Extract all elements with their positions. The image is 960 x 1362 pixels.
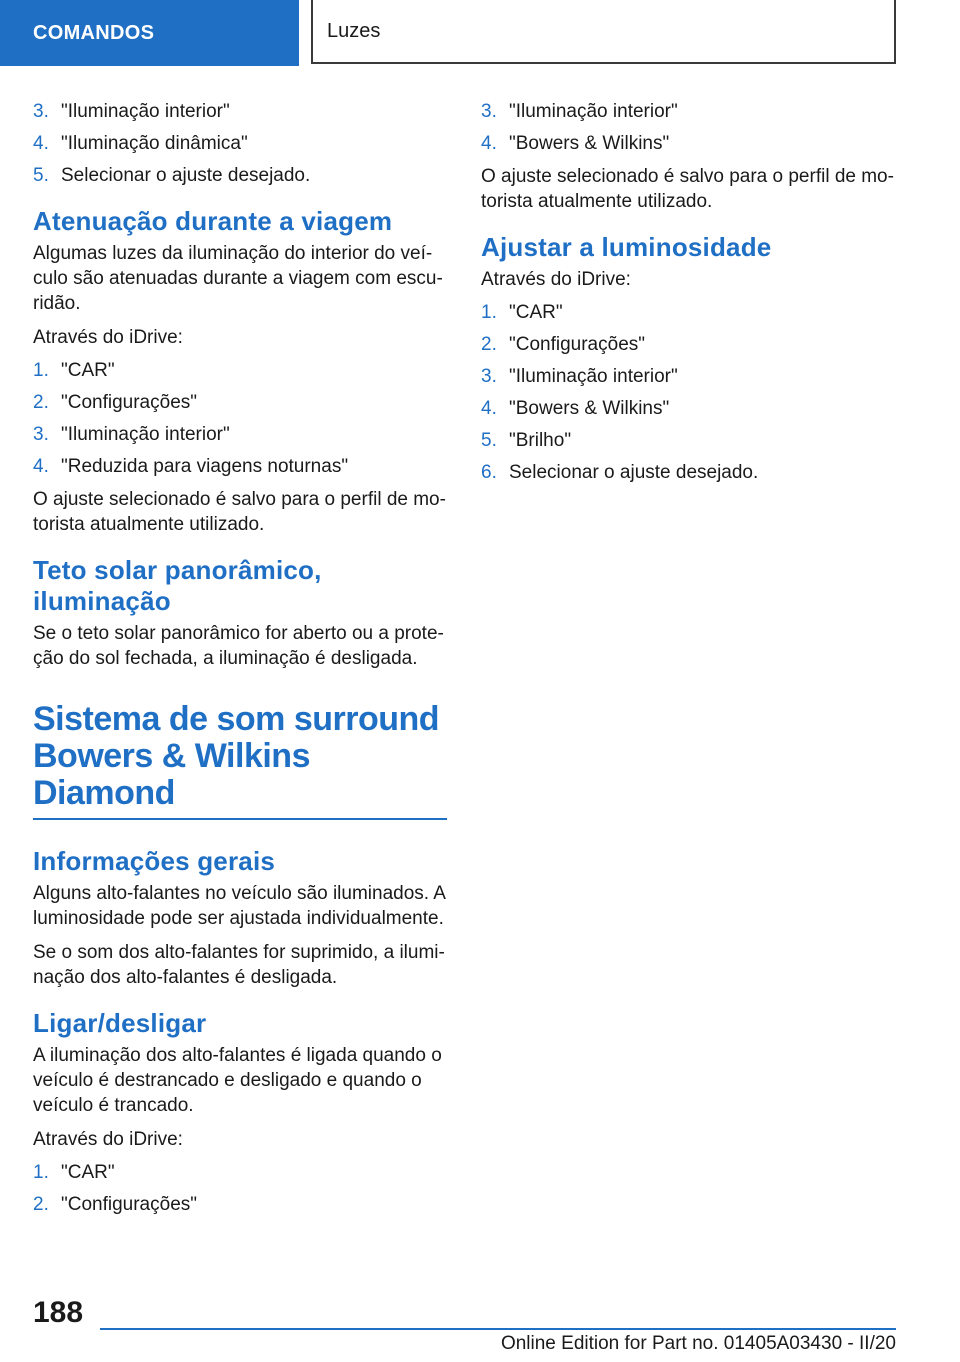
step-number: 2.	[33, 392, 49, 413]
paragraph-info-1: Alguns alto-falantes no veículo são iluminados. A luminosidade pode ser ajustada individualmente.	[33, 883, 445, 929]
footer-edition: Online Edition for Part no. 01405A03430 - II/20	[500, 1333, 896, 1354]
step-text: "Iluminação dinâmica"	[61, 133, 248, 154]
step-number: 1.	[33, 360, 49, 381]
list-item	[33, 359, 449, 383]
list-item	[481, 132, 897, 156]
paragraph-info-2: Se o som dos alto-falantes for suprimido, a iluminação dos alto-falantes é desligada.	[33, 942, 445, 988]
list-item	[33, 391, 449, 415]
list-item	[481, 397, 897, 421]
step-text: "Configurações"	[61, 1194, 198, 1215]
chapter-tab: Luzes	[311, 0, 896, 64]
steps-list	[33, 1161, 449, 1217]
left-column	[33, 100, 449, 1225]
list-item	[33, 455, 449, 479]
step-text: "Iluminação interior"	[509, 366, 678, 387]
step-number: 1.	[481, 302, 497, 323]
footer-divider	[100, 1328, 896, 1330]
step-number: 4.	[33, 133, 49, 154]
step-number: 3.	[33, 424, 49, 445]
step-text: Selecionar o ajuste desejado.	[61, 165, 311, 186]
heading-sistema-som: Sistema de som surround Bowers & Wilkins Diamond	[33, 701, 447, 820]
step-text: "Iluminação interior"	[61, 424, 230, 445]
step-text: "Iluminação interior"	[61, 101, 230, 122]
steps-list	[33, 100, 449, 188]
page-number: 188	[33, 1296, 84, 1329]
heading-atenuacao: Atenuação durante a viagem	[33, 206, 393, 236]
step-text: "Configurações"	[61, 392, 198, 413]
paragraph-idrive: Através do iDrive:	[33, 1129, 183, 1150]
list-item	[33, 100, 449, 124]
step-number: 5.	[33, 165, 49, 186]
step-text: "CAR"	[61, 1162, 115, 1183]
heading-informacoes: Informações gerais	[33, 846, 276, 876]
list-item	[33, 164, 449, 188]
paragraph-profile: O ajuste selecionado é salvo para o perfil de motorista atualmente utilizado.	[481, 166, 894, 212]
steps-list	[33, 359, 449, 479]
step-number: 1.	[33, 1162, 49, 1183]
step-text: "CAR"	[509, 302, 563, 323]
steps-list	[481, 100, 897, 156]
step-text: "Bowers & Wilkins"	[509, 398, 670, 419]
list-item	[33, 1193, 449, 1217]
right-column	[481, 100, 897, 493]
step-number: 4.	[33, 456, 49, 477]
paragraph-profile: O ajuste selecionado é salvo para o perfil de motorista atualmente utilizado.	[33, 489, 446, 535]
step-text: "CAR"	[61, 360, 115, 381]
paragraph-teto: Se o teto solar panorâmico for aberto ou a proteção do sol fechada, a iluminação é desligada.	[33, 623, 444, 669]
list-item	[481, 301, 897, 325]
steps-list	[481, 301, 897, 485]
step-number: 4.	[481, 398, 497, 419]
step-text: "Reduzida para viagens noturnas"	[61, 456, 349, 477]
step-number: 3.	[33, 101, 49, 122]
step-text: "Configurações"	[509, 334, 646, 355]
step-number: 4.	[481, 133, 497, 154]
heading-teto: Teto solar panorâmico, iluminação	[33, 555, 322, 616]
list-item	[33, 1161, 449, 1185]
step-text: "Brilho"	[509, 430, 572, 451]
list-item	[33, 132, 449, 156]
list-item	[481, 333, 897, 357]
step-number: 2.	[481, 334, 497, 355]
step-number: 6.	[481, 462, 497, 483]
step-text: "Iluminação interior"	[509, 101, 678, 122]
paragraph-idrive: Através do iDrive:	[481, 269, 631, 290]
heading-ajustar: Ajustar a luminosidade	[481, 232, 772, 262]
list-item	[481, 429, 897, 453]
step-text: "Bowers & Wilkins"	[509, 133, 670, 154]
paragraph-idrive: Através do iDrive:	[33, 327, 183, 348]
heading-ligar: Ligar/desligar	[33, 1008, 207, 1038]
list-item	[481, 365, 897, 389]
step-number: 3.	[481, 101, 497, 122]
step-number: 5.	[481, 430, 497, 451]
list-item	[481, 461, 897, 485]
list-item	[481, 100, 897, 124]
step-text: Selecionar o ajuste desejado.	[509, 462, 759, 483]
section-tab: COMANDOS	[0, 0, 299, 66]
page-header	[0, 0, 960, 66]
step-number: 3.	[481, 366, 497, 387]
list-item	[33, 423, 449, 447]
paragraph-ligar: A iluminação dos alto-falantes é ligada quando o veículo é destrancado e desligado e quando o veículo é trancado.	[33, 1045, 442, 1116]
step-number: 2.	[33, 1194, 49, 1215]
paragraph-atenuacao: Algumas luzes da iluminação do interior do veículo são atenuadas durante a viagem com escuridão.	[33, 243, 443, 314]
